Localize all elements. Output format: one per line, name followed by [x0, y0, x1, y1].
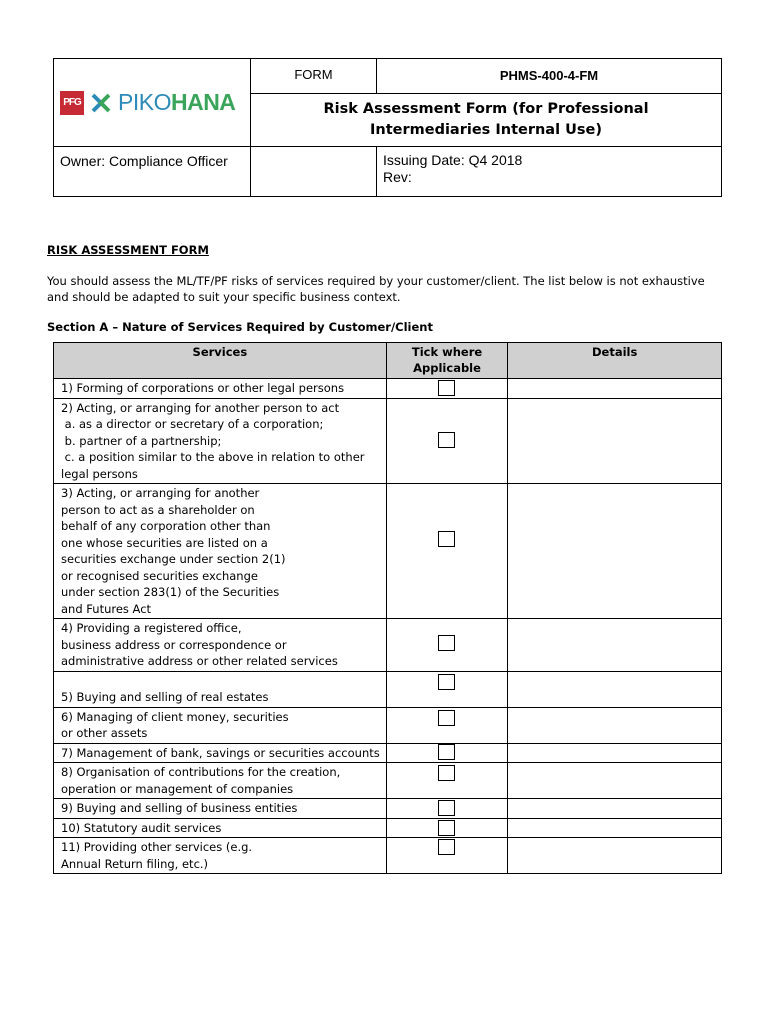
service-line: 4) Providing a registered office,	[61, 621, 242, 635]
service-line: 2) Acting, or arranging for another person to act	[61, 400, 340, 415]
logo-text-hana: HANA	[170, 89, 236, 115]
service-line: 10) Statutory audit services	[61, 820, 222, 835]
table-row	[54, 707, 722, 743]
details-cell[interactable]	[508, 671, 722, 707]
details-cell[interactable]	[508, 398, 722, 484]
service-line: 5) Buying and selling of real estates	[61, 690, 269, 704]
service-checkbox[interactable]	[438, 432, 455, 448]
tick-cell	[386, 818, 508, 838]
service-line: c. a position similar to the above in relation to other	[61, 450, 365, 464]
header-services: Services	[54, 343, 387, 379]
service-line: one whose securities are listed on a	[61, 535, 268, 550]
issuing-info	[377, 147, 721, 196]
service-line: 11) Providing other services (e.g.	[61, 840, 253, 854]
service-checkbox[interactable]	[438, 531, 455, 547]
details-cell[interactable]	[508, 707, 722, 743]
header-tick: Tick where Applicable	[386, 343, 508, 379]
blank-cell	[251, 147, 377, 196]
service-cell	[54, 379, 387, 399]
tick-cell	[386, 379, 508, 399]
tick-cell	[386, 484, 508, 619]
service-line	[61, 673, 380, 690]
details-cell[interactable]	[508, 743, 722, 763]
tick-cell	[386, 763, 508, 799]
services-table	[53, 342, 722, 874]
issuing-date: Issuing Date: Q4 2018	[383, 152, 523, 168]
details-cell[interactable]	[508, 484, 722, 619]
tick-cell	[386, 671, 508, 707]
service-cell	[54, 484, 387, 619]
service-checkbox[interactable]	[438, 635, 455, 651]
service-line: or other assets	[61, 726, 148, 740]
service-line: and Futures Act	[61, 601, 152, 616]
service-checkbox[interactable]	[438, 674, 455, 690]
service-line: operation or management of companies	[61, 781, 294, 796]
section-a-title: Section A – Nature of Services Required by Customer/Client	[47, 320, 433, 334]
table-row	[54, 398, 722, 484]
table-row	[54, 484, 722, 619]
service-line: legal persons	[61, 466, 138, 481]
pikohana-x-icon	[90, 92, 112, 114]
pikohana-wordmark	[118, 89, 235, 116]
table-row	[54, 379, 722, 399]
service-line: 1) Forming of corporations or other legal persons	[61, 381, 345, 395]
service-checkbox[interactable]	[438, 765, 455, 781]
risk-assessment-heading: RISK ASSESSMENT FORM	[47, 243, 209, 257]
service-line: 6) Managing of client money, securities	[61, 709, 289, 724]
table-row	[54, 838, 722, 874]
table-row	[54, 799, 722, 819]
logo-text-piko: PIKO	[118, 89, 171, 115]
service-line: b. partner of a partnership;	[61, 433, 222, 448]
service-checkbox[interactable]	[438, 710, 455, 726]
service-line: securities exchange under section 2(1)	[61, 552, 286, 566]
service-checkbox[interactable]	[438, 380, 455, 396]
service-line: 3) Acting, or arranging for another	[61, 486, 260, 500]
details-cell[interactable]	[508, 379, 722, 399]
details-cell[interactable]	[508, 838, 722, 874]
service-line: 7) Management of bank, savings or securities accounts	[61, 745, 380, 760]
table-row	[54, 818, 722, 838]
service-cell	[54, 818, 387, 838]
service-line: 8) Organisation of contributions for the creation,	[61, 765, 341, 779]
form-title: Risk Assessment Form (for Professional Intermediaries Internal Use)	[251, 94, 721, 147]
service-checkbox[interactable]	[438, 800, 455, 816]
service-cell	[54, 763, 387, 799]
service-checkbox[interactable]	[438, 820, 455, 836]
tick-cell	[386, 838, 508, 874]
service-line: Annual Return filing, etc.)	[61, 856, 209, 871]
service-cell	[54, 838, 387, 874]
service-cell	[54, 619, 387, 672]
form-label: FORM	[251, 59, 377, 94]
table-row	[54, 671, 722, 707]
tick-cell	[386, 398, 508, 484]
service-line: business address or correspondence or	[61, 637, 287, 652]
revision: Rev:	[383, 169, 412, 185]
pfg-monogram: PFG	[60, 91, 84, 115]
details-cell[interactable]	[508, 619, 722, 672]
details-cell[interactable]	[508, 763, 722, 799]
table-row	[54, 619, 722, 672]
intro-paragraph: You should assess the ML/TF/PF risks of services required by your customer/client. The list below is not exhaustive and should be adapted to suit your specific business context.	[47, 274, 705, 304]
tick-cell	[386, 743, 508, 763]
details-cell[interactable]	[508, 818, 722, 838]
service-line: or recognised securities exchange	[61, 568, 258, 583]
tick-cell	[386, 707, 508, 743]
service-line: administrative address or other related services	[61, 654, 338, 668]
service-cell	[54, 799, 387, 819]
owner-field: Owner: Compliance Officer	[54, 147, 251, 196]
service-line: behalf of any corporation other than	[61, 519, 271, 533]
service-checkbox[interactable]	[438, 744, 455, 760]
table-row	[54, 763, 722, 799]
company-logo	[54, 59, 251, 147]
service-cell	[54, 743, 387, 763]
service-checkbox[interactable]	[438, 839, 455, 855]
service-line: under section 283(1) of the Securities	[61, 585, 280, 599]
service-cell	[54, 707, 387, 743]
header-details: Details	[508, 343, 722, 379]
service-cell	[54, 671, 387, 707]
document-header	[53, 58, 722, 197]
service-cell	[54, 398, 387, 484]
service-line: a. as a director or secretary of a corporation;	[61, 417, 324, 431]
service-line: person to act as a shareholder on	[61, 502, 255, 517]
table-header-row	[54, 343, 722, 379]
service-line: 9) Buying and selling of business entities	[61, 801, 298, 815]
details-cell[interactable]	[508, 799, 722, 819]
form-code: PHMS-400-4-FM	[377, 59, 721, 94]
table-row	[54, 743, 722, 763]
tick-cell	[386, 799, 508, 819]
tick-cell	[386, 619, 508, 672]
